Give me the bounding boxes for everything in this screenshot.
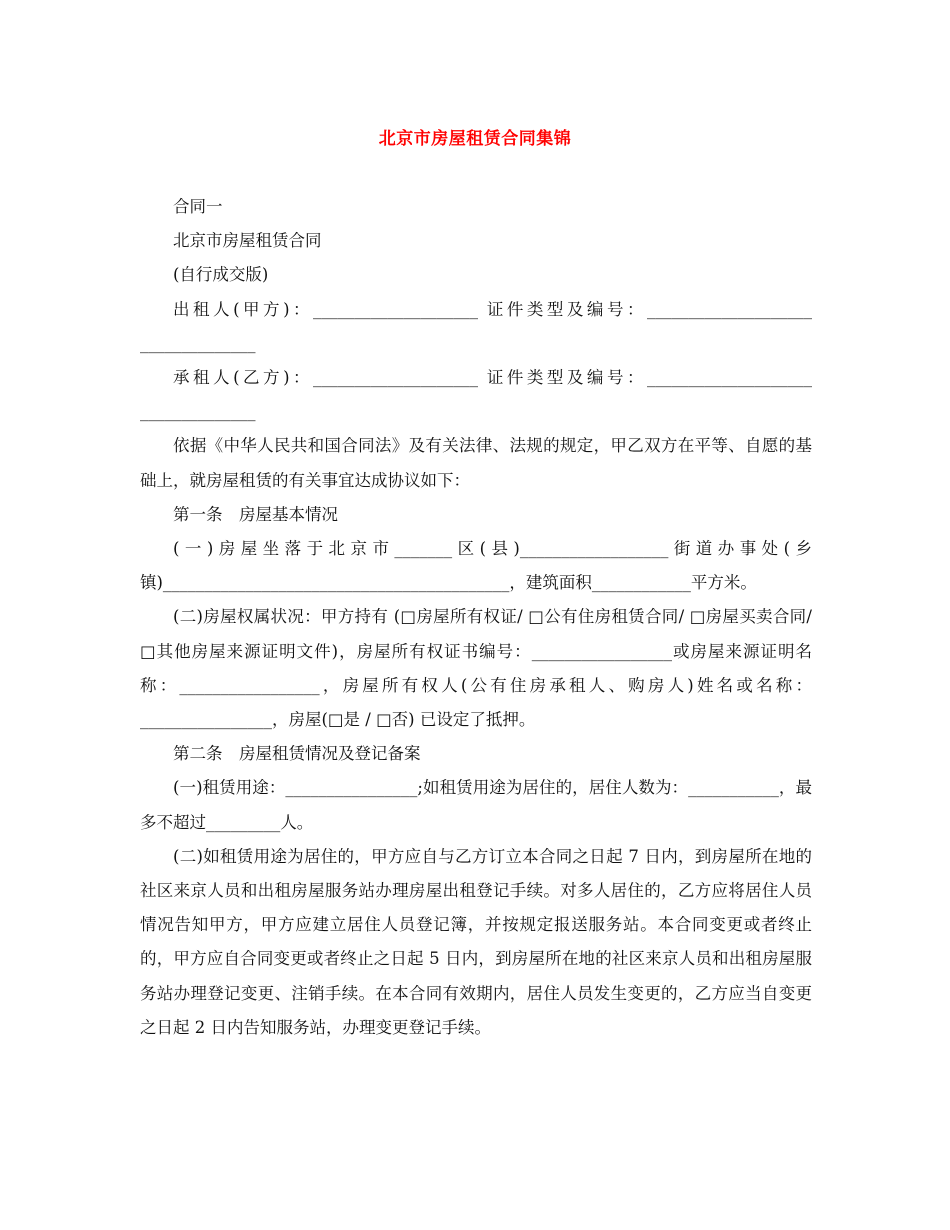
document-body	[140, 190, 812, 1045]
lessee-field: 承租人(乙方)：____________________ 证件类型及编号：____________________ ______________	[140, 368, 812, 422]
contract-label: 合同一	[173, 197, 223, 216]
contract-name: 北京市房屋租赁合同	[173, 231, 322, 251]
article-1-heading: 第一条 房屋基本情况	[173, 504, 338, 524]
contract-edition: (自行成交版)	[173, 265, 269, 285]
article-2-clause-2: (二)如租赁用途为居住的，甲方应自与乙方订立本合同之日起 7 日内，到房屋所在地的社区来京人员和出租房屋服务站办理房屋出租登记手续。对多人居住的，乙方应将居住人员情况告知甲方，甲方应建立居住人员登记簿，并按规定报送服务站。本合同变更或者终止的，甲方应自合同变更或者终止之日起 5 日内，到房屋所在地的社区来京人员和出租房屋服务站办理登记变更、注销手续。在本合同有效期内，居住人员发生变更的，乙方应当自变更之日起 2 日内告知服务站，办理变更登记手续。	[140, 846, 812, 1037]
article-1-clause-1: (一)房屋坐落于北京市_______区(县)__________________街道办事处(乡镇)__________________________________________，建筑面积____________平方米。	[140, 539, 812, 593]
article-2-clause-1: (一)租赁用途：________________;如租赁用途为居住的，居住人数为：___________，最多不超过_________人。	[140, 778, 812, 832]
lessor-field: 出租人(甲方)：____________________ 证件类型及编号：____________________ ______________	[140, 299, 812, 353]
preamble-paragraph: 依据《中华人民共和国合同法》及有关法律、法规的规定，甲乙双方在平等、自愿的基础上，就房屋租赁的有关事宜达成协议如下：	[140, 436, 812, 490]
document-title: 北京市房屋租赁合同集锦	[378, 129, 572, 149]
article-2-heading: 第二条 房屋租赁情况及登记备案	[173, 744, 421, 764]
article-1-clause-2: (二)房屋权属状况：甲方持有 (□房屋所有权证/ □公有住房租赁合同/ □房屋买卖合同/ □其他房屋来源证明文件)，房屋所有权证书编号：_________________或房屋来源证明名称：_________________，房屋所有权人(公有住房承租人、购房人)姓名或名称：________________，房屋(□是 / □否) 已设定了抵押。	[140, 607, 812, 730]
